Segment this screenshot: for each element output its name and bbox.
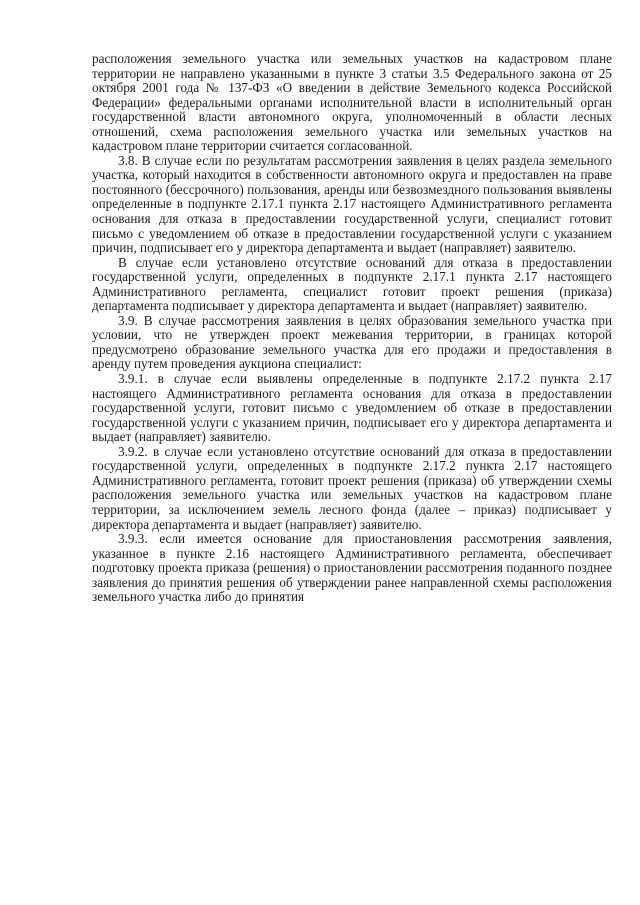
paragraph-3-8-no-grounds: В случае если установлено отсутствие оснований для отказа в предоставлении государственной услуги, определенных в подпункте 2.17.1 пункта 2.17 настоящего Административного регламента, специалист готовит проект решения (приказа) департамента подписывает у директора департамента и выдает (направляет) заявителю. [92, 254, 612, 314]
document-body [92, 52, 612, 605]
paragraph-3-9-3: 3.9.3. если имеется основание для приостановления рассмотрения заявления, указанное в пункте 2.16 настоящего Административного регламента, обеспечивает подготовку проекта приказа (решения) о приостановлении рассмотрения поданного позднее заявления до принятия решения об утверждении ранее направленной схемы расположения земельного участка либо до принятия [92, 531, 612, 605]
paragraph-3-8: 3.8. В случае если по результатам рассмотрения заявления в целях раздела земельного участка, который находится в собственности автономного округа и предоставлен на праве постоянного (бессрочного) пользования, аренды или безвозмездного пользования выявлены определенные в подпункте 2.17.1 пункта 2.17 настоящего Административного регламента основания для отказа в предоставлении государственной услуги, специалист готовит письмо с уведомлением об отказе в предоставлении государственной услуги с указанием причин, подписывает его у директора департамента и выдает (направляет) заявителю. [92, 152, 612, 256]
paragraph-continuation: расположения земельного участка или земельных участков на кадастровом плане территории не направлено указанными в пункте 3 статьи 3.5 Федерального закона от 25 октября 2001 года № 137-ФЗ «О введении в действие Земельного кодекса Российской Федерации» федеральными органами исполнительной власти в исполнительный орган государственной власти автономного округа, уполномоченный в области лесных отношений, схема расположения земельного участка или земельных участков на кадастровом плане территории считается согласованной. [92, 51, 612, 154]
paragraph-3-9: 3.9. В случае рассмотрения заявления в целях образования земельного участка при условии, что не утвержден проект межевания территории, в границах которой предусмотрено образование земельного участка для его продажи и предоставления в аренду путем проведения аукциона специалист: [92, 312, 612, 372]
paragraph-3-9-2: 3.9.2. в случае если установлено отсутствие оснований для отказа в предоставлении государственной услуги, определенных в подпункте 2.17.2 пункта 2.17 настоящего Административного регламента, готовит проект решения (приказа) об утверждении схемы расположения земельного участка или земельных участков на кадастровом плане территории, за исключением земель лесного фонда (далее – приказ) подписывает у директора департамента и выдает (направляет) заявителю. [92, 443, 612, 532]
paragraph-3-9-1: 3.9.1. в случае если выявлены определенные в подпункте 2.17.2 пункта 2.17 настоящего Административного регламента основания для отказа в предоставлении государственной услуги, готовит письмо с уведомлением об отказе в предоставлении государственной услуги с указанием причин, подписывает его у директора департамента и выдает (направляет) заявителю. [92, 371, 612, 445]
